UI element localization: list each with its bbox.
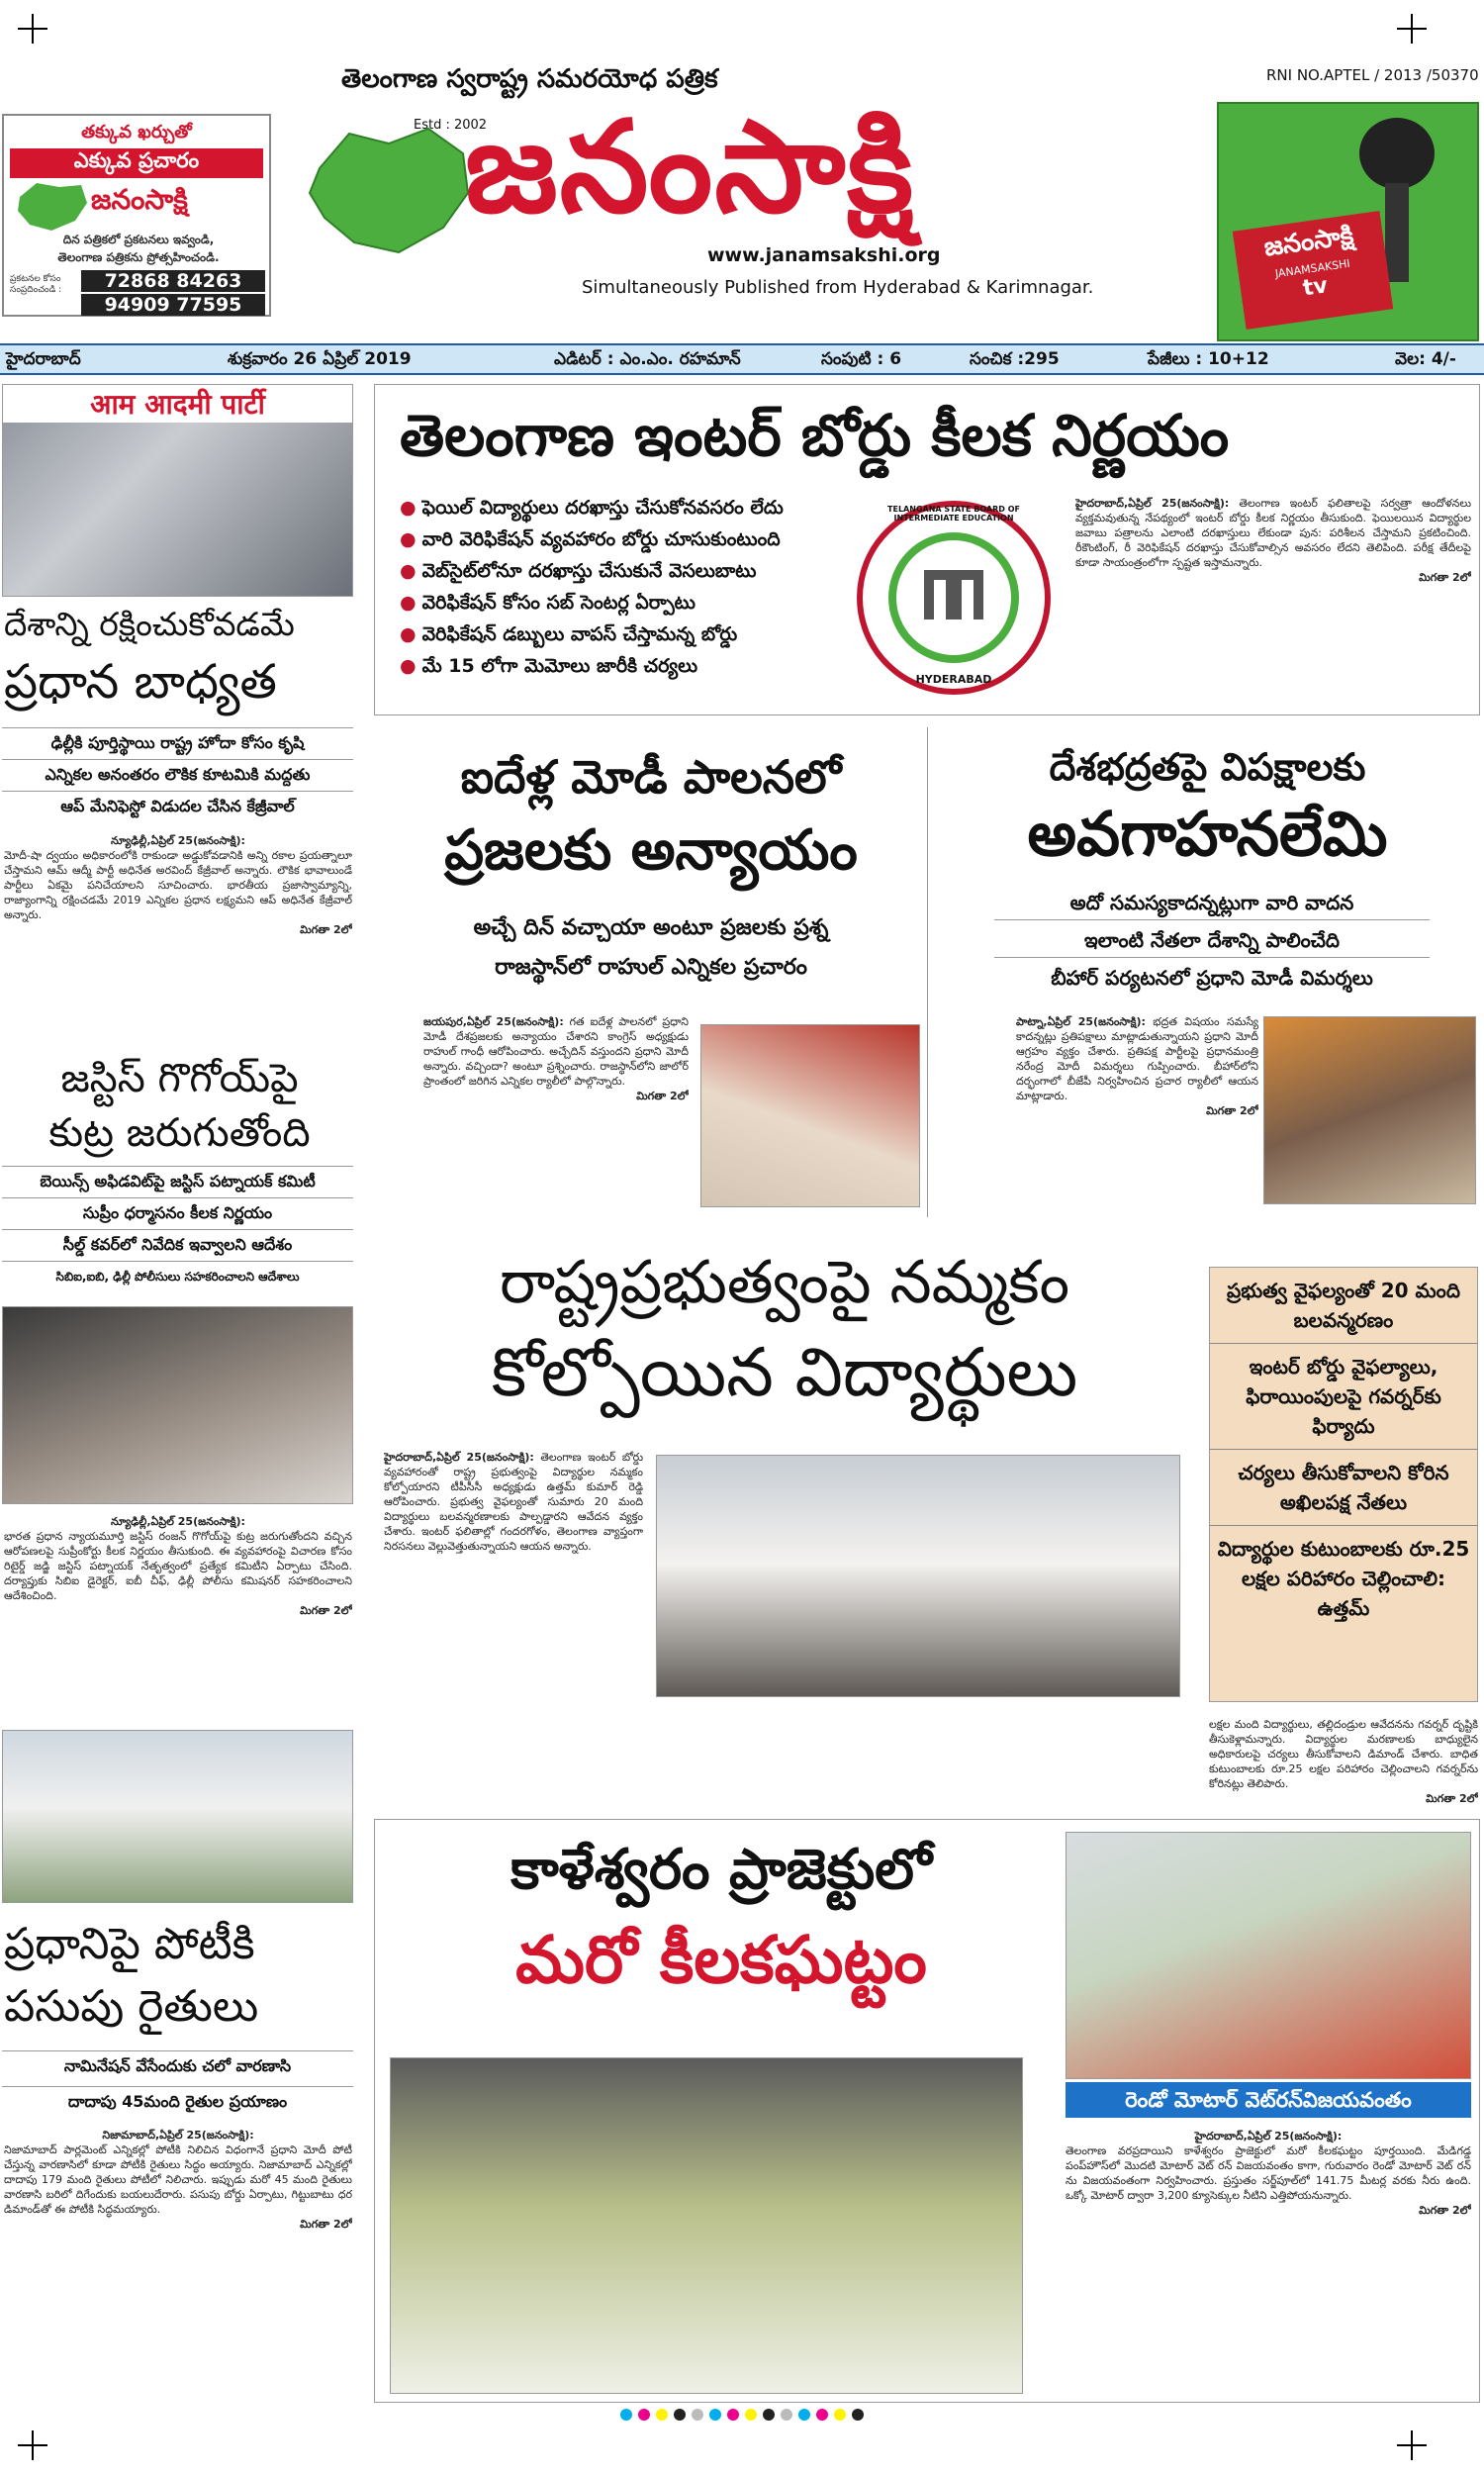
- kaleshwaram-dateline: హైదరాబాద్,ఏప్రిల్ 25(జనంసాక్షి):: [1194, 2130, 1343, 2142]
- farmers-sub-1: నామినేషన్ వేసేందుకు చలో వారణాసి: [2, 2050, 353, 2081]
- left-ad-box: [2, 114, 271, 317]
- masthead-published: Simultaneously Published from Hyderabad & Karimnagar.: [582, 277, 1094, 298]
- sidebox-item: ప్రభుత్వ వైఫల్యంతో 20 మంది బలవన్మరణం: [1210, 1268, 1477, 1344]
- color-swatch: [656, 2409, 668, 2421]
- gogoi-sub-1: బెయిన్స్ అఫిడవిట్‌పై జస్టిస్ పట్నాయక్ కమిటీ: [2, 1166, 353, 1196]
- color-swatch: [638, 2409, 650, 2421]
- gogoi-body-text: భారత ప్రధాన న్యాయమూర్తి జస్టిస్ రంజన్ గొగోయ్‌పై కుట్ర జరుగుతోందని వచ్చిన ఆరోపణలపై సుప్రీంకోర్టు కీలక నిర్ణయం తీసుకుంది. ఈ వ్యవహారంపై విచారణ కోసం రిటైర్డ్ జడ్జి జస్టిస్ పట్నాయక్ నేతృత్వంలో ప్రత్యేక కమిటీని ఏర్పాటు చేసింది. దర్యాప్తుకు సిబిఐ డైరెక్టర్, ఐబీ చీఫ్, ఢిల్లీ పోలీసు కమిషనర్ సహకరించాలని ఆదేశించింది.: [4, 1530, 352, 1602]
- aap-sub-2: ఎన్నికల అనంతరం లౌకిక కూటమికి మద్దతు: [2, 759, 353, 790]
- trust-body: [384, 1450, 643, 1786]
- tv-sub: JANAMSAKSHI: [1274, 256, 1351, 281]
- security-headline-2: అవగాహనలేమి: [1027, 798, 1388, 870]
- tv-label: tv: [1301, 273, 1330, 302]
- farmers-photo: [2, 1730, 353, 1903]
- tv-ad-box: [1217, 102, 1479, 341]
- dateline-city: హైదరాబాద్: [6, 349, 81, 369]
- kaleshwaram-story: [374, 1819, 1480, 2403]
- lead-headline: తెలంగాణ ఇంటర్ బోర్డు కీలక నిర్ణయం: [400, 402, 1230, 469]
- modi-rule-sub-1: అచ్చే దిన్ వచ్చాయా అంటూ ప్రజలకు ప్రశ్న: [473, 915, 829, 940]
- crop-mark-top-right: [1397, 14, 1427, 44]
- aap-body: [4, 833, 352, 1026]
- modi-photo: [1263, 1016, 1476, 1204]
- lead-story-box: [374, 384, 1480, 715]
- sidebox: [1209, 1267, 1478, 1702]
- color-swatch: [834, 2409, 846, 2421]
- security-sub-1: అదో సమస్యకాదన్నట్లుగా వారి వాదన: [994, 891, 1430, 920]
- farmers-cont: మిగతా 2లో: [300, 2218, 352, 2231]
- color-swatch: [745, 2409, 757, 2421]
- tv-box-label: [1233, 211, 1393, 330]
- dateline-pages: పేజీలు : 10+12: [1148, 349, 1269, 369]
- gogoi-body: [4, 1514, 352, 1717]
- aap-photo: [2, 384, 353, 597]
- modi-rule-body-text: గత ఐదేళ్ల పాలనలో ప్రధాని మోడీ దేశప్రజలకు అన్యాయం చేశారని కాంగ్రెస్ అధ్యక్షుడు రాహుల్ గాంధీ ఆరోపించారు. అచ్చేదిన్ వస్తుందని ప్రధాని మోదీ అన్నారు. వచ్చిందా? అంటూ ప్రశ్నించారు. రాజస్థాన్‌లోని జాలోర్ ప్రాంతంలో జరిగిన ఎన్నికల ర్యాలీలో పాల్గొన్నారు.: [423, 1015, 689, 1088]
- aap-headline-2: ప్రధాన బాధ్యత: [4, 654, 277, 710]
- lead-cont: మిగతా 2లో: [1419, 571, 1471, 584]
- color-swatch: [727, 2409, 739, 2421]
- dateline-volume: సంపుటి : 6: [821, 349, 902, 369]
- lead-bullet: ● వారి వెరిఫికేషన్ వ్యవహారం బోర్డు చూసుకుంటుంది: [400, 528, 781, 550]
- flower-offering-photo: [1066, 1832, 1471, 2079]
- aap-sub-1: ఢిల్లీకి పూర్తిస్థాయి రాష్ట్ర హోదా కోసం కృషి: [2, 727, 353, 758]
- security-headline-1: దేశభద్రతపై విపక్షాలకు: [1049, 745, 1366, 789]
- gogoi-dateline: న్యూఢిల్లీ,ఏప్రిల్ 25(జనంసాక్షి):: [111, 1515, 245, 1528]
- lead-bullet: ● ఫెయిల్ విద్యార్థులు దరఖాస్తు చేసుకోనవసరం లేదు: [400, 497, 784, 519]
- bullet-dot-icon: ●: [400, 528, 417, 550]
- gogoi-headline-1: జస్టిస్ గొగోయ్‌పై: [60, 1056, 299, 1101]
- aap-dateline: న్యూఢిల్లీ,ఏప్రిల్ 25(జనంసాక్షి):: [111, 834, 245, 847]
- trust-dateline: హైదరాబాద్,ఏప్రిల్ 25(జనంసాక్షి):: [384, 1451, 534, 1464]
- masthead-tagline: తెలంగాణ స్వరాష్ట్ర సమరయోధ పత్రిక: [341, 64, 718, 94]
- sidebox-item: ఇంటర్ బోర్డు వైఫల్యాలు, ఫిరాయింపులపై గవర్నర్‌కు ఫిర్యాదు: [1210, 1344, 1477, 1450]
- gogoi-cont: మిగతా 2లో: [300, 1604, 352, 1617]
- color-swatch: [620, 2409, 632, 2421]
- gogoi-sub-3: సీల్డ్ కవర్‌లో నివేదిక ఇవ్వాలని ఆదేశం: [2, 1229, 353, 1260]
- masthead-title: జనంసాక్షి: [465, 94, 916, 241]
- rni-number: RNI NO.APTEL / 2013 /50370: [1266, 66, 1479, 84]
- aap-cont: మిగతా 2లో: [300, 923, 352, 936]
- security-body-text: భద్రత విషయం సమస్యే కాదన్నట్లు ప్రతిపక్షాలు మాట్లాడుతున్నాయని ప్రధాని మోదీ ఆగ్రహం వ్యక్తం చేశారు. ప్రతిపక్ష పార్టీలపై ప్రధానమంత్రి నరేంద్ర మోదీ విమర్శలు గుప్పించారు. బీహార్‌లోని దర్భంగాలో బీజేపీ నిర్వహించిన ప్రచార ర్యాలీలో ఆయన మాట్లాడారు.: [1016, 1015, 1258, 1102]
- uttam-press-photo: [656, 1455, 1180, 1697]
- kaleshwaram-headline-1: కాళేశ్వరం ప్రాజెక్టులో: [510, 1838, 932, 1902]
- dateline-date: శుక్రవారం 26 ఏప్రిల్ 2019: [228, 349, 412, 369]
- telangana-map-icon: [300, 114, 478, 262]
- lead-bullet: ● వెరిఫికేషన్ డబ్బులు వాపస్ చేస్తామన్న బోర్డు: [400, 623, 738, 645]
- print-color-bar: [0, 2406, 1484, 2420]
- kaleshwaram-headline-2: మరో కీలకఘట్టం: [515, 1922, 927, 1998]
- trust-story: [374, 1242, 1195, 1796]
- crop-mark-top-left: [18, 14, 47, 44]
- gogoi-sub-4: సిబిఐ,ఐబి, ఢిల్లీ పోలీసులు సహకరించాలని ఆదేశాలు: [2, 1261, 353, 1291]
- kaleshwaram-body: [1066, 2129, 1471, 2391]
- modi-rule-dateline: జయపుర,ఏప్రిల్ 25(జనంసాక్షి):: [423, 1015, 564, 1028]
- bullet-dot-icon: ●: [400, 497, 417, 519]
- dateline-issue: సంచిక :295: [970, 349, 1060, 369]
- aap-body-text: మోదీ-షా ద్వయం అధికారంలోకి రాకుండా అడ్డుకోవడానికి అన్ని రకాల ప్రయత్నాలూ చేస్తామని ఆమ్ ఆద్మీ పార్టీ అధినేత అరవింద్ కేజ్రీవాల్ అన్నారు. లౌకిక భావాలుండే పార్టీలు ఏకమై పనిచేయాలని సూచించారు. భారతీయ ప్రజాస్వామ్యాన్ని, రాజ్యాంగాన్ని రక్షించడమే 2019 ఎన్నికల ప్రధాన లక్ష్యమని ఆప్ అధినేత కేజ్రీవాల్ అన్నారు.: [4, 849, 352, 921]
- farmers-body: [4, 2128, 352, 2385]
- lead-dateline: హైదరాబాద్,ఏప్రిల్ 25(జనంసాక్షి):: [1075, 497, 1230, 510]
- sidebox-item: విద్యార్థుల కుటుంబాలకు రూ.25 లక్షల పరిహారం చెల్లించాలి: ఉత్తమ్: [1217, 1537, 1470, 1620]
- security-story: [935, 727, 1480, 1217]
- modi-rule-story: [374, 727, 928, 1217]
- trust-headline-2: కోల్పోయిన విద్యార్థులు: [491, 1334, 1078, 1412]
- masthead-website: www.janamsakshi.org: [707, 244, 941, 266]
- gogoi-sub-2: సుప్రీం ధర్మాసనం కీలక నిర్ణయం: [2, 1197, 353, 1228]
- modi-rule-headline-2: ప్రజలకు అన్యాయం: [444, 818, 858, 883]
- aap-banner: आम आदमी पार्टी: [3, 385, 352, 423]
- security-cont: మిగతా 2లో: [1206, 1104, 1258, 1117]
- left-ad-line3: దిన పత్రికలో ప్రకటనలు ఇవ్వండి,: [62, 233, 215, 246]
- crop-mark-bottom-right: [1397, 2430, 1427, 2460]
- lead-bullets: [400, 492, 855, 682]
- rahul-photo: [700, 1024, 920, 1207]
- color-swatch: [674, 2409, 686, 2421]
- pump-house-photo: [390, 2057, 1023, 2394]
- farmers-headline-1: ప్రధానిపై పోటీకి: [4, 1919, 255, 1969]
- masthead: [0, 54, 1484, 336]
- masthead-estd: Estd : 2002: [414, 118, 488, 133]
- color-swatch: [763, 2409, 775, 2421]
- gogoi-photo: [2, 1306, 353, 1504]
- bullet-dot-icon: ●: [400, 623, 417, 645]
- intermediate-board-seal-icon: [855, 499, 1053, 697]
- seal-text: TELANGANA STATE BOARD OF INTERMEDIATE EDUCATION: [887, 505, 1020, 523]
- aap-headline-1: దేశాన్ని రక్షించుకోవడమే: [4, 605, 295, 643]
- security-sub-3: బీహార్ పర్యటనలో ప్రధాని మోడీ విమర్శలు: [1051, 966, 1373, 990]
- trust-cont: మిగతా 2లో: [1426, 1792, 1478, 1805]
- left-ad-line1: తక్కువ ఖర్చుతో: [81, 122, 192, 143]
- dateline-bar: [0, 343, 1484, 375]
- gogoi-headline-2: కుట్ర జరుగుతోంది: [48, 1110, 311, 1156]
- lead-bullet: ● మే 15 లోగా మెమోలు జారీకి చర్యలు: [400, 655, 698, 677]
- left-ad-contact-label: ప్రకటనల కోసం సంప్రదించండి :: [10, 274, 62, 295]
- modi-rule-body: [423, 1014, 689, 1192]
- color-swatch: [798, 2409, 810, 2421]
- trust-body-text: తెలంగాణ ఇంటర్ బోర్డు వ్యవహారంతో రాష్ట్ర ప్రభుత్వంపై విద్యార్థుల నమ్మకం కోల్పోయారని టీపీసీసీ అధ్యక్షుడు ఉత్తమ్ కుమార్ రెడ్డి ఆరోపించారు. ప్రభుత్వ వైఫల్యంతో సుమారు 20 మంది విద్యార్థులు బలవన్మరణాలకు పాల్పడ్డారని ఆవేదన వ్యక్తం చేశారు. ఇంటర్ ఫలితాల్లో గందరగోళం, తెలంగాణ వ్యాప్తంగా నిరసనలు వెల్లువెత్తుతున్నాయని ఆయన అన్నారు.: [384, 1451, 643, 1553]
- farmers-sub-2: దాదాపు 45మంది రైతుల ప్రయాణం: [2, 2086, 353, 2117]
- telangana-map-small-icon: [12, 177, 91, 237]
- dateline-editor: ఎడిటర్ : ఎం.ఎం. రహమాన్: [554, 349, 741, 369]
- color-swatch: [816, 2409, 828, 2421]
- tv-brand: జనంసాక్షి: [1261, 221, 1356, 263]
- trust-headline-1: రాష్ట్రప్రభుత్వంపై నమ్మకం: [500, 1248, 1069, 1317]
- farmers-body-text: నిజామాబాద్ పార్లమెంట్ ఎన్నికల్లో పోటీకి నిలిచిన విధంగానే ప్రధాని మోదీ పోటీ చేస్తున్న వారణాసిలో కూడా పోటీకి రైతులు సిద్ధం అయ్యారు. నిజామాబాద్ ఎన్నికల్లో దాదాపు 179 మంది రైతులు పోటీలో నిలిచారు. ఇప్పుడు మరో 45 మంది రైతులు వారణాసి బరిలో దిగేందుకు బయలుదేరారు. పసుపు బోర్డు ఏర్పాటు, గిట్టుబాటు ధర డిమాండ్‌తో ఈ పోటీకి సిద్ధమయ్యారు.: [4, 2143, 352, 2216]
- lead-bullet: ● వెబ్‌సైట్‌లోనూ దరఖాస్తు చేసుకునే వెసలుబాటు: [400, 560, 757, 582]
- left-ad-line4: తెలంగాణ పత్రికను ప్రోత్సహించండి.: [57, 250, 220, 264]
- bullet-dot-icon: ●: [400, 655, 417, 677]
- left-ad-phone2: 94909 77595: [81, 294, 265, 316]
- security-sub-2: ఇలాంటి నేతలా దేశాన్ని పాలించేది: [994, 928, 1430, 958]
- left-ad-line2: ఎక్కువ ప్రచారం: [10, 148, 263, 178]
- security-dateline: పాట్నా,ఏప్రిల్ 25(జనంసాక్షి):: [1016, 1015, 1146, 1028]
- trust-body-2-text: లక్షల మంది విద్యార్థులు, తల్లిదండ్రుల ఆవేదనను గవర్నర్ దృష్టికి తీసుకెళ్లామన్నారు. విద్యార్థుల మరణాలకు బాధ్యులైన అధికారులపై చర్యలు తీసుకోవాలని డిమాండ్ చేశారు. బాధిత కుటుంబాలకు రూ.25 లక్షల పరిహారం చెల్లించాలని గవర్నర్‌ను కోరినట్లు తెలిపారు.: [1209, 1718, 1478, 1790]
- lead-bullet: ● వెరిఫికేషన్ కోసం సబ్ సెంటర్ల ఏర్పాటు: [400, 592, 696, 614]
- farmers-headline-2: పసుపు రైతులు: [4, 1981, 259, 2032]
- crop-mark-bottom-left: [18, 2430, 47, 2460]
- lead-body: [1075, 496, 1471, 709]
- bullet-dot-icon: ●: [400, 592, 417, 614]
- left-ad-brand: జనంసాక్షి: [91, 183, 188, 216]
- modi-rule-sub-2: రాజస్థాన్‌లో రాహుల్ ఎన్నికల ప్రచారం: [495, 955, 807, 980]
- bullet-dot-icon: ●: [400, 560, 417, 582]
- lead-body-text: తెలంగాణ ఇంటర్ ఫలితాలపై సర్వత్రా ఆందోళనలు వ్యక్తమవుతున్న నేపథ్యంలో ఇంటర్ బోర్డు కీలక నిర్ణయం తీసుకుంది. ఫెయిలయిన విద్యార్థుల జవాబు పత్రాలను ఎలాంటి దరఖాస్తులు లేకుండా పున: పరిశీలన చేస్తామని ప్రకటించింది. రీకౌంటింగ్, రీ వెరిఫికేషన్ దరఖాస్తు చేసుకోవాల్సిన అవసరం లేదని తెలిపింది. పరీక్ష తేదీలపై కూడా సాయంత్రంలోగా స్పష్టత ఇస్తామన్నారు.: [1075, 497, 1471, 569]
- aap-sub-3: ఆప్ మేనిఫెస్టో విడుదల చేసిన కేజ్రీవాల్: [2, 791, 353, 821]
- color-swatch: [692, 2409, 703, 2421]
- kaleshwaram-body-text: తెలంగాణ వరప్రదాయిని కాళేశ్వరం ప్రాజెక్టులో మరో కీలకఘట్టం పూర్తయింది. మేడిగడ్డ పంప్‌హౌస్‌లో మొదటి మోటార్ వెట్ రన్ విజయవంతం కాగా, గురువారం రెండో మోటార్ వెట్ రన్ ను విజయవంతంగా నిర్వహించారు. ప్రస్తుతం సర్జ్‌పూల్‌లో 141.75 మీటర్ల వరకు నీరు ఉంది. ఒక్కో మోటార్ ద్వారా 3,200 క్యూసెక్కుల నీటిని ఎత్తిపోయనున్నారు.: [1066, 2144, 1471, 2202]
- kaleshwaram-cont: మిగతా 2లో: [1419, 2204, 1471, 2217]
- seal-city: HYDERABAD: [915, 673, 992, 686]
- sidebox-item: చర్యలు తీసుకోవాలని కోరిన అఖిలపక్ష నేతలు: [1210, 1450, 1477, 1526]
- color-swatch: [852, 2409, 864, 2421]
- color-swatch: [709, 2409, 721, 2421]
- farmers-dateline: నిజామాబాద్,ఏప్రిల్ 25(జనంసాక్షి):: [102, 2129, 254, 2142]
- color-swatch: [781, 2409, 792, 2421]
- modi-rule-cont: మిగతా 2లో: [636, 1090, 689, 1102]
- modi-rule-headline-1: ఐదేళ్ల మోడీ పాలనలో: [460, 750, 842, 804]
- dateline-price: వెల: 4/-: [1395, 349, 1456, 369]
- kaleshwaram-caption: రెండో మోటార్ వెట్‌రన్‌విజయవంతం: [1066, 2082, 1471, 2118]
- security-body: [1016, 1014, 1258, 1192]
- left-ad-phone1: 72868 84263: [81, 270, 265, 292]
